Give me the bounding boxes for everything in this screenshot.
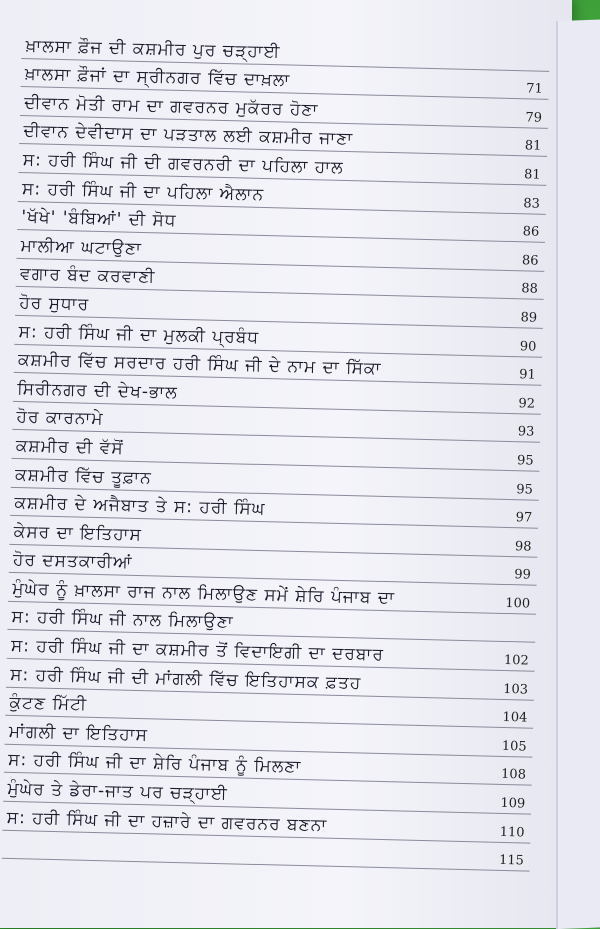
toc-entry-title: ਮਾਂਗਲੀ ਦਾ ਇਤਿਹਾਸ: [8, 721, 149, 746]
toc-page-number: 90: [519, 338, 537, 355]
toc-entry-title: ਹੋਰ ਕਾਰਨਾਮੇ: [16, 407, 104, 430]
toc-entry-title: ਖ਼ਾਲਸਾ ਫ਼ੌਜਾਂ ਦਾ ਸ੍ਰੀਨਗਰ ਵਿੱਚ ਦਾਖ਼ਲਾ: [24, 64, 291, 91]
toc-entry-title: ਦੀਵਾਨ ਮੋਤੀ ਰਾਮ ਦਾ ਗਵਰਨਰ ਮੁਕੱਰਰ ਹੋਣਾ: [23, 92, 319, 121]
toc-entry-title: ਸ: ਹਰੀ ਸਿੰਘ ਜੀ ਦਾ ਸ਼ੇਰਿ ਪੰਜਾਬ ਨੂੰ ਮਿਲਣਾ: [7, 750, 302, 778]
toc-page-number: 99: [514, 567, 532, 583]
toc-page-number: 115: [498, 853, 525, 869]
toc-entry-title: ਕਸ਼ਮੀਰ ਦੇ ਅਜੈਬਾਤ ਤੇ ਸ: ਹਰੀ ਸਿੰਘ: [14, 493, 266, 520]
toc-entry-title: ਸਿਰੀਨਗਰ ਦੀ ਦੇਖ-ਭਾਲ: [16, 378, 179, 403]
toc-entry-title: ਸ: ਹਰੀ ਸਿੰਘ ਜੀ ਦੀ ਮਾਂਗਲੀ ਵਿੱਚ ਇਤਿਹਾਸਕ ਫ਼ਤਹ: [10, 664, 362, 694]
toc-page-number: 71: [525, 81, 543, 97]
toc-page-number: 108: [500, 767, 527, 783]
toc-entry-title: ਖ਼ਾਲਸਾ ਫ਼ੌਜ ਦੀ ਕਸ਼ਮੀਰ ਪੁਰ ਚੜ੍ਹਾਈ: [25, 35, 281, 62]
toc-entry-title: ਮੁੰਘੇਰ ਨੂੰ ਖ਼ਾਲਸਾ ਰਾਜ ਨਾਲ ਮਿਲਾਉਣ ਸਮੇਂ ਸ਼ੇਰਿ ਪੰਜਾਬ ਦਾ: [12, 578, 396, 609]
toc-page-number: 110: [499, 824, 525, 841]
toc-entry-title: ਸ: ਹਰੀ ਸਿੰਘ ਜੀ ਦਾ ਹਜ਼ਾਰੇ ਦਾ ਗਵਰਨਰ ਬਣਨਾ: [6, 807, 328, 836]
toc-page-number: 95: [516, 481, 534, 498]
toc-page-number: 93: [517, 424, 535, 440]
toc-entry-title: ਮੁੰਘੇਰ ਤੇ ਡੇਰਾ-ਜਾਤ ਪਰ ਚੜ੍ਹਾਈ: [7, 778, 229, 805]
adjacent-page: [556, 19, 600, 929]
toc-entry-title: ਮਾਲੀਆ ਘਟਾਉਣਾ: [20, 235, 143, 259]
toc-page-number: 102: [503, 653, 529, 669]
toc-page-number: 86: [521, 253, 539, 269]
toc-page-number: 98: [514, 538, 532, 555]
toc-entry-title: ਸ: ਹਰੀ ਸਿੰਘ ਜੀ ਦੀ ਗਵਰਨਰੀ ਦਾ ਪਹਿਲਾ ਹਾਲ: [22, 150, 344, 178]
toc-entry-title: ਵਗਾਰ ਬੰਦ ਕਰਵਾਣੀ: [19, 264, 156, 288]
toc-page-number: 95: [516, 453, 534, 469]
toc-page-number: 81: [524, 138, 542, 155]
toc-entry-title: ਸ: ਹਰੀ ਸਿੰਘ ਜੀ ਦਾ ਕਸ਼ਮੀਰ ਤੋਂ ਵਿਦਾਇਗੀ ਦਾ ਦਰਬਾਰ: [10, 635, 385, 666]
toc-entry-title: ਸ: ਹਰੀ ਸਿੰਘ ਜੀ ਨਾਲ ਮਿਲਾਉਣਾ: [11, 607, 234, 633]
toc-page-number: 86: [522, 224, 540, 240]
toc-entry-title: ਹੋਰ ਸੁਧਾਰ: [19, 292, 90, 315]
toc-page-number: 100: [505, 595, 531, 612]
toc-page-number: 109: [500, 795, 526, 812]
toc-page-number: 103: [503, 681, 529, 698]
toc-page-number: 88: [521, 281, 538, 298]
toc-page-number: 104: [502, 710, 528, 726]
toc-entry-title: ਕਸ਼ਮੀਰ ਵਿੱਚ ਸਰਦਾਰ ਹਰੀ ਸਿੰਘ ਜੀ ਦੇ ਨਾਮ ਦਾ ਸਿੱਕਾ: [17, 350, 382, 380]
toc-entry-title: ਕੁੰਟਣ ਮਿੱਟੀ: [9, 693, 88, 716]
toc-entry-title: 'ਖੱਖੇ' 'ਬੰਬਿਆਂ' ਦੀ ਸੋਧ: [21, 207, 177, 231]
toc-page-number: 83: [523, 195, 541, 212]
toc-entry-title: ਕਸ਼ਮੀਰ ਵਿੱਚ ਤੂਫ਼ਾਨ: [14, 464, 153, 488]
toc-entry-title: ਕਸ਼ਮੀਰ ਦੀ ਵੱਸੋਂ: [15, 435, 124, 459]
toc-entry-title: ਹੋਰ ਦਸਤਕਾਰੀਆਂ: [12, 550, 133, 574]
toc-page-number: 105: [501, 738, 527, 755]
table-of-contents: [2, 30, 550, 872]
toc-entry-title: ਸ: ਹਰੀ ਸਿੰਘ ਜੀ ਦਾ ਮੁਲਕੀ ਪ੍ਰਬੰਧ: [18, 321, 260, 348]
toc-page-number: 97: [515, 510, 533, 526]
toc-page-number: 81: [523, 167, 541, 183]
toc-entry-title: ਦੀਵਾਨ ਦੇਵੀਦਾਸ ਦਾ ਪੜਤਾਲ ਲਈ ਕਸ਼ਮੀਰ ਜਾਣਾ: [23, 121, 354, 150]
toc-entry-title: ਸ: ਹਰੀ ਸਿੰਘ ਜੀ ਦਾ ਪਹਿਲਾ ਐਲਾਨ: [21, 178, 265, 205]
toc-page-number: 91: [518, 367, 536, 383]
toc-page-number: 92: [518, 395, 536, 412]
toc-entry-title: ਕੇਸਰ ਦਾ ਇਤਿਹਾਸ: [13, 521, 143, 545]
toc-page-number: 79: [525, 110, 543, 126]
toc-page-number: 89: [520, 310, 538, 326]
